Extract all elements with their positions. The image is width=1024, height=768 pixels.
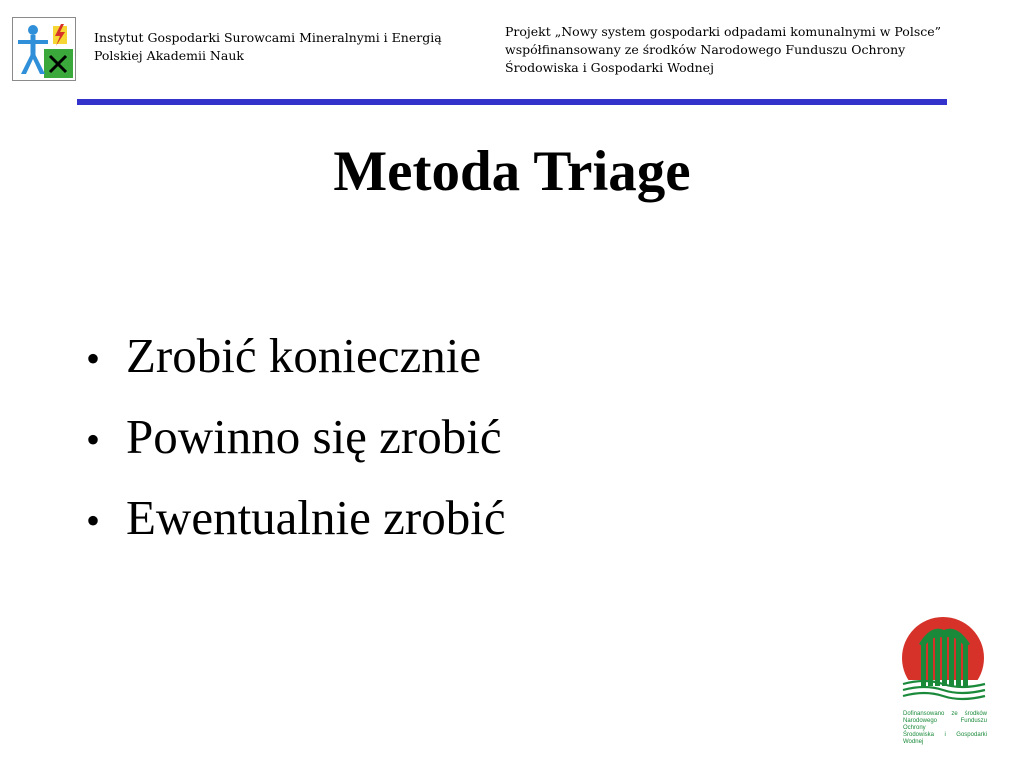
bullet-icon: • — [86, 417, 101, 462]
slide-title: Metoda Triage — [333, 140, 691, 203]
bullet-icon: • — [86, 336, 101, 381]
header-divider — [77, 99, 947, 105]
nfos-caption-line3: Środowiska i Gospodarki Wodnej — [903, 732, 987, 745]
list-item — [86, 396, 506, 477]
project-description — [505, 23, 995, 77]
project-line2: współfinansowany ze środków Narodowego Funduszu Ochrony — [505, 42, 906, 57]
list-item — [86, 315, 506, 396]
list-item — [86, 477, 506, 558]
nfos-logo-icon — [897, 614, 991, 704]
bullet-list — [86, 315, 506, 558]
bullet-text: Zrobić koniecznie — [126, 328, 482, 383]
project-line3: Środowiska i Gospodarki Wodnej — [505, 60, 714, 75]
bullet-icon: • — [86, 498, 101, 543]
nfos-logo — [897, 614, 991, 704]
institute-logo-icon — [13, 18, 75, 80]
bullet-text: Ewentualnie zrobić — [126, 490, 506, 545]
nfos-caption — [903, 711, 987, 746]
institute-name-line1: Instytut Gospodarki Surowcami Mineralnymi i Energią — [94, 30, 442, 45]
nfos-caption-line2: Narodowego Funduszu Ochrony — [903, 718, 987, 731]
bullet-text: Powinno się zrobić — [126, 409, 502, 464]
nfos-caption-line1: Dofinansowano ze środków — [903, 711, 987, 717]
project-line1: Projekt „Nowy system gospodarki odpadami komunalnymi w Polsce” — [505, 24, 942, 39]
institute-logo — [12, 17, 76, 81]
institute-name — [94, 29, 484, 65]
institute-name-line2: Polskiej Akademii Nauk — [94, 48, 244, 63]
